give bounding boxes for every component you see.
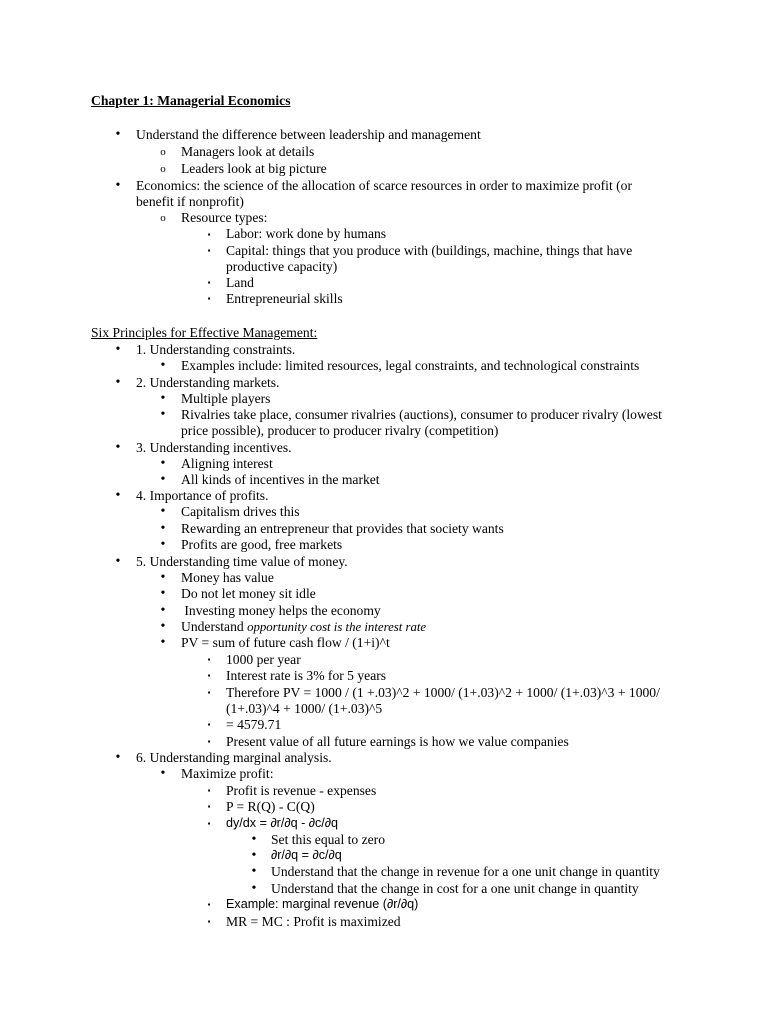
- bullet-square: ▪: [207, 294, 211, 303]
- bullet-disc: •: [160, 391, 166, 406]
- bullet-disc: •: [115, 750, 121, 765]
- item-entrepreneurial: Entrepreneurial skills: [226, 291, 343, 306]
- bullet-square: ▪: [207, 720, 211, 729]
- item-economics-line2: benefit if nonprofit): [136, 194, 244, 209]
- item-economics-line1: Economics: the science of the allocation of scarce resources in order to maximize profit (or: [136, 178, 632, 193]
- principle-5-pv-formula: PV = sum of future cash flow / (1+i)^t: [181, 635, 390, 650]
- principle-5-investing: Investing money helps the economy: [181, 603, 381, 618]
- principle-3-aligning: Aligning interest: [181, 456, 273, 471]
- bullet-disc: •: [160, 504, 166, 519]
- principle-4-rewarding: Rewarding an entrepreneur that provides that society wants: [181, 521, 504, 536]
- bullet-square: ▪: [207, 802, 211, 811]
- change-in-revenue: Understand that the change in revenue for a one unit change in quantity: [271, 864, 660, 879]
- pv-result: = 4579.71: [226, 717, 282, 732]
- bullet-disc: •: [160, 586, 166, 601]
- bullet-disc: •: [115, 488, 121, 503]
- principle-6-maximize: Maximize profit:: [181, 766, 274, 781]
- principle-2: 2. Understanding markets.: [136, 375, 280, 390]
- bullet-square: ▪: [207, 655, 211, 664]
- item-managers: Managers look at details: [181, 144, 315, 159]
- bullet-disc: •: [115, 554, 121, 569]
- marginal-equality: ∂r/∂q = ∂c/∂q: [271, 848, 342, 862]
- bullet-disc: •: [160, 570, 166, 585]
- pv-interest-rate: Interest rate is 3% for 5 years: [226, 668, 387, 683]
- principle-4-capitalism: Capitalism drives this: [181, 504, 300, 519]
- principle-4: 4. Importance of profits.: [136, 488, 269, 503]
- principle-3: 3. Understanding incentives.: [136, 440, 292, 455]
- bullet-disc: •: [160, 766, 166, 781]
- bullet-square: ▪: [207, 819, 211, 828]
- item-capital-line1: Capital: things that you produce with (buildings, machine, things that have: [226, 243, 633, 258]
- bullet-square: ▪: [207, 278, 211, 287]
- item-leadership: Understand the difference between leadership and management: [136, 127, 481, 142]
- principles-heading: Six Principles for Effective Management:: [91, 325, 318, 340]
- bullet-square: ▪: [207, 246, 211, 255]
- bullet-square: ▪: [207, 230, 211, 239]
- chapter-title: Chapter 1: Managerial Economics: [91, 93, 291, 108]
- bullet-square: ▪: [207, 671, 211, 680]
- bullet-disc: •: [115, 440, 121, 455]
- principle-2-rivalries-line1: Rivalries take place, consumer rivalries (auctions), consumer to producer rivalry (lowest: [181, 407, 662, 422]
- marginal-revenue-example: Example: marginal revenue (∂r/∂q): [226, 897, 419, 911]
- bullet-disc: •: [160, 619, 166, 634]
- bullet-disc: •: [115, 342, 121, 357]
- bullet-square: ▪: [207, 688, 211, 697]
- bullet-disc: •: [115, 178, 121, 193]
- principle-5: 5. Understanding time value of money.: [136, 554, 348, 569]
- bullet-disc: •: [160, 472, 166, 487]
- bullet-disc: •: [251, 864, 257, 879]
- bullet-square: ▪: [207, 900, 211, 909]
- pv-calc-line2: (1+.03)^4 + 1000/ (1+.03)^5: [226, 701, 383, 716]
- bullet-square: ▪: [207, 737, 211, 746]
- change-in-cost: Understand that the change in cost for a one unit change in quantity: [271, 881, 639, 896]
- principle-1: 1. Understanding constraints.: [136, 342, 296, 357]
- principle-2-rivalries-line2: price possible), producer to producer rivalry (competition): [181, 423, 499, 438]
- item-leaders: Leaders look at big picture: [181, 161, 327, 176]
- bullet-circle: o: [160, 163, 166, 175]
- principle-1-examples: Examples include: limited resources, legal constraints, and technological constraints: [181, 358, 640, 373]
- item-capital-line2: productive capacity): [226, 259, 338, 274]
- bullet-disc: •: [160, 456, 166, 471]
- bullet-disc: •: [251, 832, 257, 847]
- bullet-circle: o: [160, 146, 166, 158]
- item-land: Land: [226, 275, 254, 290]
- bullet-disc: •: [160, 521, 166, 536]
- bullet-disc: •: [115, 375, 121, 390]
- pv-calc-line1: Therefore PV = 1000 / (1 +.03)^2 + 1000/ (1+.03)^2 + 1000/ (1+.03)^3 + 1000/: [226, 685, 660, 700]
- principle-3-incentives: All kinds of incentives in the market: [181, 472, 380, 487]
- bullet-square: ▪: [207, 786, 211, 795]
- principle-6: 6. Understanding marginal analysis.: [136, 750, 332, 765]
- set-equal-zero: Set this equal to zero: [271, 832, 386, 847]
- bullet-circle: o: [160, 212, 166, 224]
- bullet-disc: •: [251, 881, 257, 896]
- bullet-disc: •: [160, 603, 166, 618]
- profit-formula: P = R(Q) - C(Q): [226, 799, 315, 814]
- principle-4-free-markets: Profits are good, free markets: [181, 537, 343, 552]
- principle-5-money-value: Money has value: [181, 570, 274, 585]
- bullet-disc: •: [115, 127, 121, 142]
- bullet-disc: •: [160, 358, 166, 373]
- profit-definition: Profit is revenue - expenses: [226, 783, 377, 798]
- opportunity-prefix: Understand: [181, 619, 248, 634]
- mr-equals-mc: MR = MC : Profit is maximized: [226, 914, 401, 929]
- bullet-disc: •: [251, 848, 257, 863]
- opportunity-cost-emphasis: opportunity cost is the interest rate: [247, 620, 427, 634]
- principle-2-players: Multiple players: [181, 391, 271, 406]
- bullet-disc: •: [160, 537, 166, 552]
- pv-valuation: Present value of all future earnings is how we value companies: [226, 734, 569, 749]
- bullet-disc: •: [160, 407, 166, 422]
- principle-5-idle: Do not let money sit idle: [181, 586, 316, 601]
- item-resource-types: Resource types:: [181, 210, 268, 225]
- bullet-disc: •: [160, 635, 166, 650]
- item-labor: Labor: work done by humans: [226, 226, 387, 241]
- bullet-square: ▪: [207, 917, 211, 926]
- pv-per-year: 1000 per year: [226, 652, 301, 667]
- derivative-formula: dy/dx = ∂r/∂q - ∂c/∂q: [226, 816, 339, 830]
